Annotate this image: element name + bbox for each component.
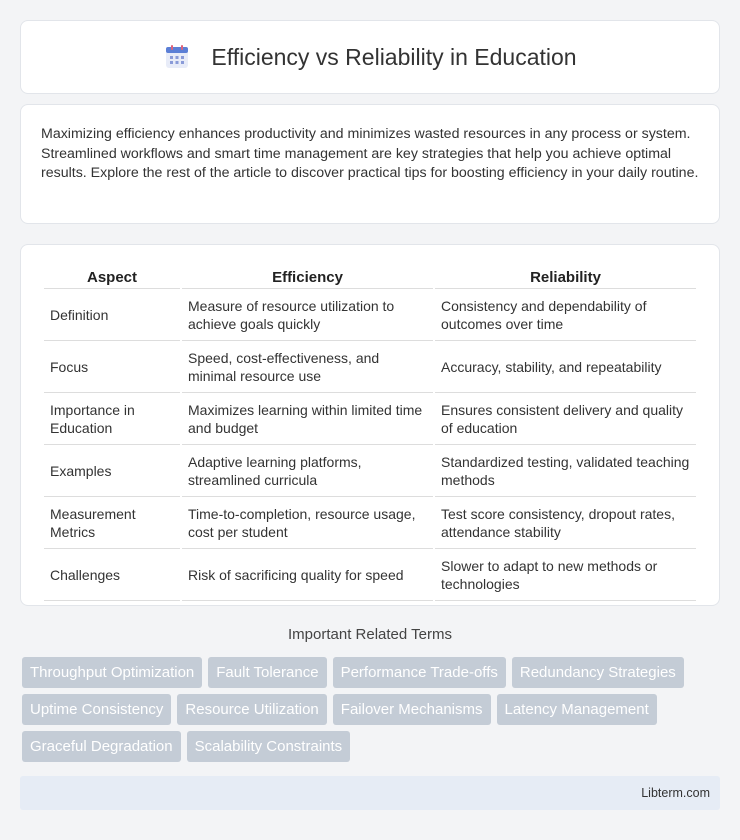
table-cell: Challenges [44,551,180,601]
related-term-tag[interactable]: Throughput Optimization [22,657,202,688]
intro-card [20,104,720,224]
table-cell: Accuracy, stability, and repeatability [435,343,696,393]
table-row [44,343,696,393]
table-cell: Measure of resource utilization to achieve goals quickly [182,291,433,341]
table-cell: Definition [44,291,180,341]
column-header: Reliability [435,267,696,289]
related-term-tag[interactable]: Scalability Constraints [187,731,351,762]
table-cell: Slower to adapt to new methods or technologies [435,551,696,601]
table-row [44,551,696,601]
page-title: Efficiency vs Reliability in Education [211,43,577,70]
comparison-table [42,265,698,603]
header-card [20,20,720,94]
table-row [44,447,696,497]
related-term-tag[interactable]: Performance Trade-offs [333,657,506,688]
table-cell: Standardized testing, validated teaching methods [435,447,696,497]
related-term-tag[interactable]: Resource Utilization [177,694,326,725]
table-cell: Test score consistency, dropout rates, attendance stability [435,499,696,549]
footer [20,776,720,810]
related-terms-list [22,657,722,768]
related-term-tag[interactable]: Uptime Consistency [22,694,171,725]
table-cell: Time-to-completion, resource usage, cost per student [182,499,433,549]
related-term-tag[interactable]: Latency Management [497,694,657,725]
related-term-tag[interactable]: Failover Mechanisms [333,694,491,725]
table-cell: Maximizes learning within limited time and budget [182,395,433,445]
footer-site-link[interactable]: Libterm.com [641,786,710,800]
table-cell: Focus [44,343,180,393]
table-cell: Ensures consistent delivery and quality of education [435,395,696,445]
column-header: Aspect [44,267,180,289]
related-term-tag[interactable]: Graceful Degradation [22,731,181,762]
related-term-tag[interactable]: Fault Tolerance [208,657,326,688]
comparison-card [20,244,720,606]
table-cell: Measurement Metrics [44,499,180,549]
table-cell: Consistency and dependability of outcomes over time [435,291,696,341]
table-row [44,291,696,341]
table-row [44,395,696,445]
related-term-tag[interactable]: Redundancy Strategies [512,657,684,688]
table-cell: Examples [44,447,180,497]
table-row [44,499,696,549]
table-header-row [44,267,696,289]
table-cell: Adaptive learning platforms, streamlined curricula [182,447,433,497]
table-cell: Importance in Education [44,395,180,445]
table-cell: Risk of sacrificing quality for speed [182,551,433,601]
related-terms-title: Important Related Terms [288,626,452,643]
table-cell: Speed, cost-effectiveness, and minimal resource use [182,343,433,393]
column-header: Efficiency [182,267,433,289]
calendar-icon [163,43,191,71]
intro-text: Maximizing efficiency enhances productivity and minimizes wasted resources in any process or system. Streamlined workflows and smart time management are key strategies that help you achieve optimal results. Explore the rest of the article to discover practical tips for boosting efficiency in your daily routine. [41,126,699,181]
